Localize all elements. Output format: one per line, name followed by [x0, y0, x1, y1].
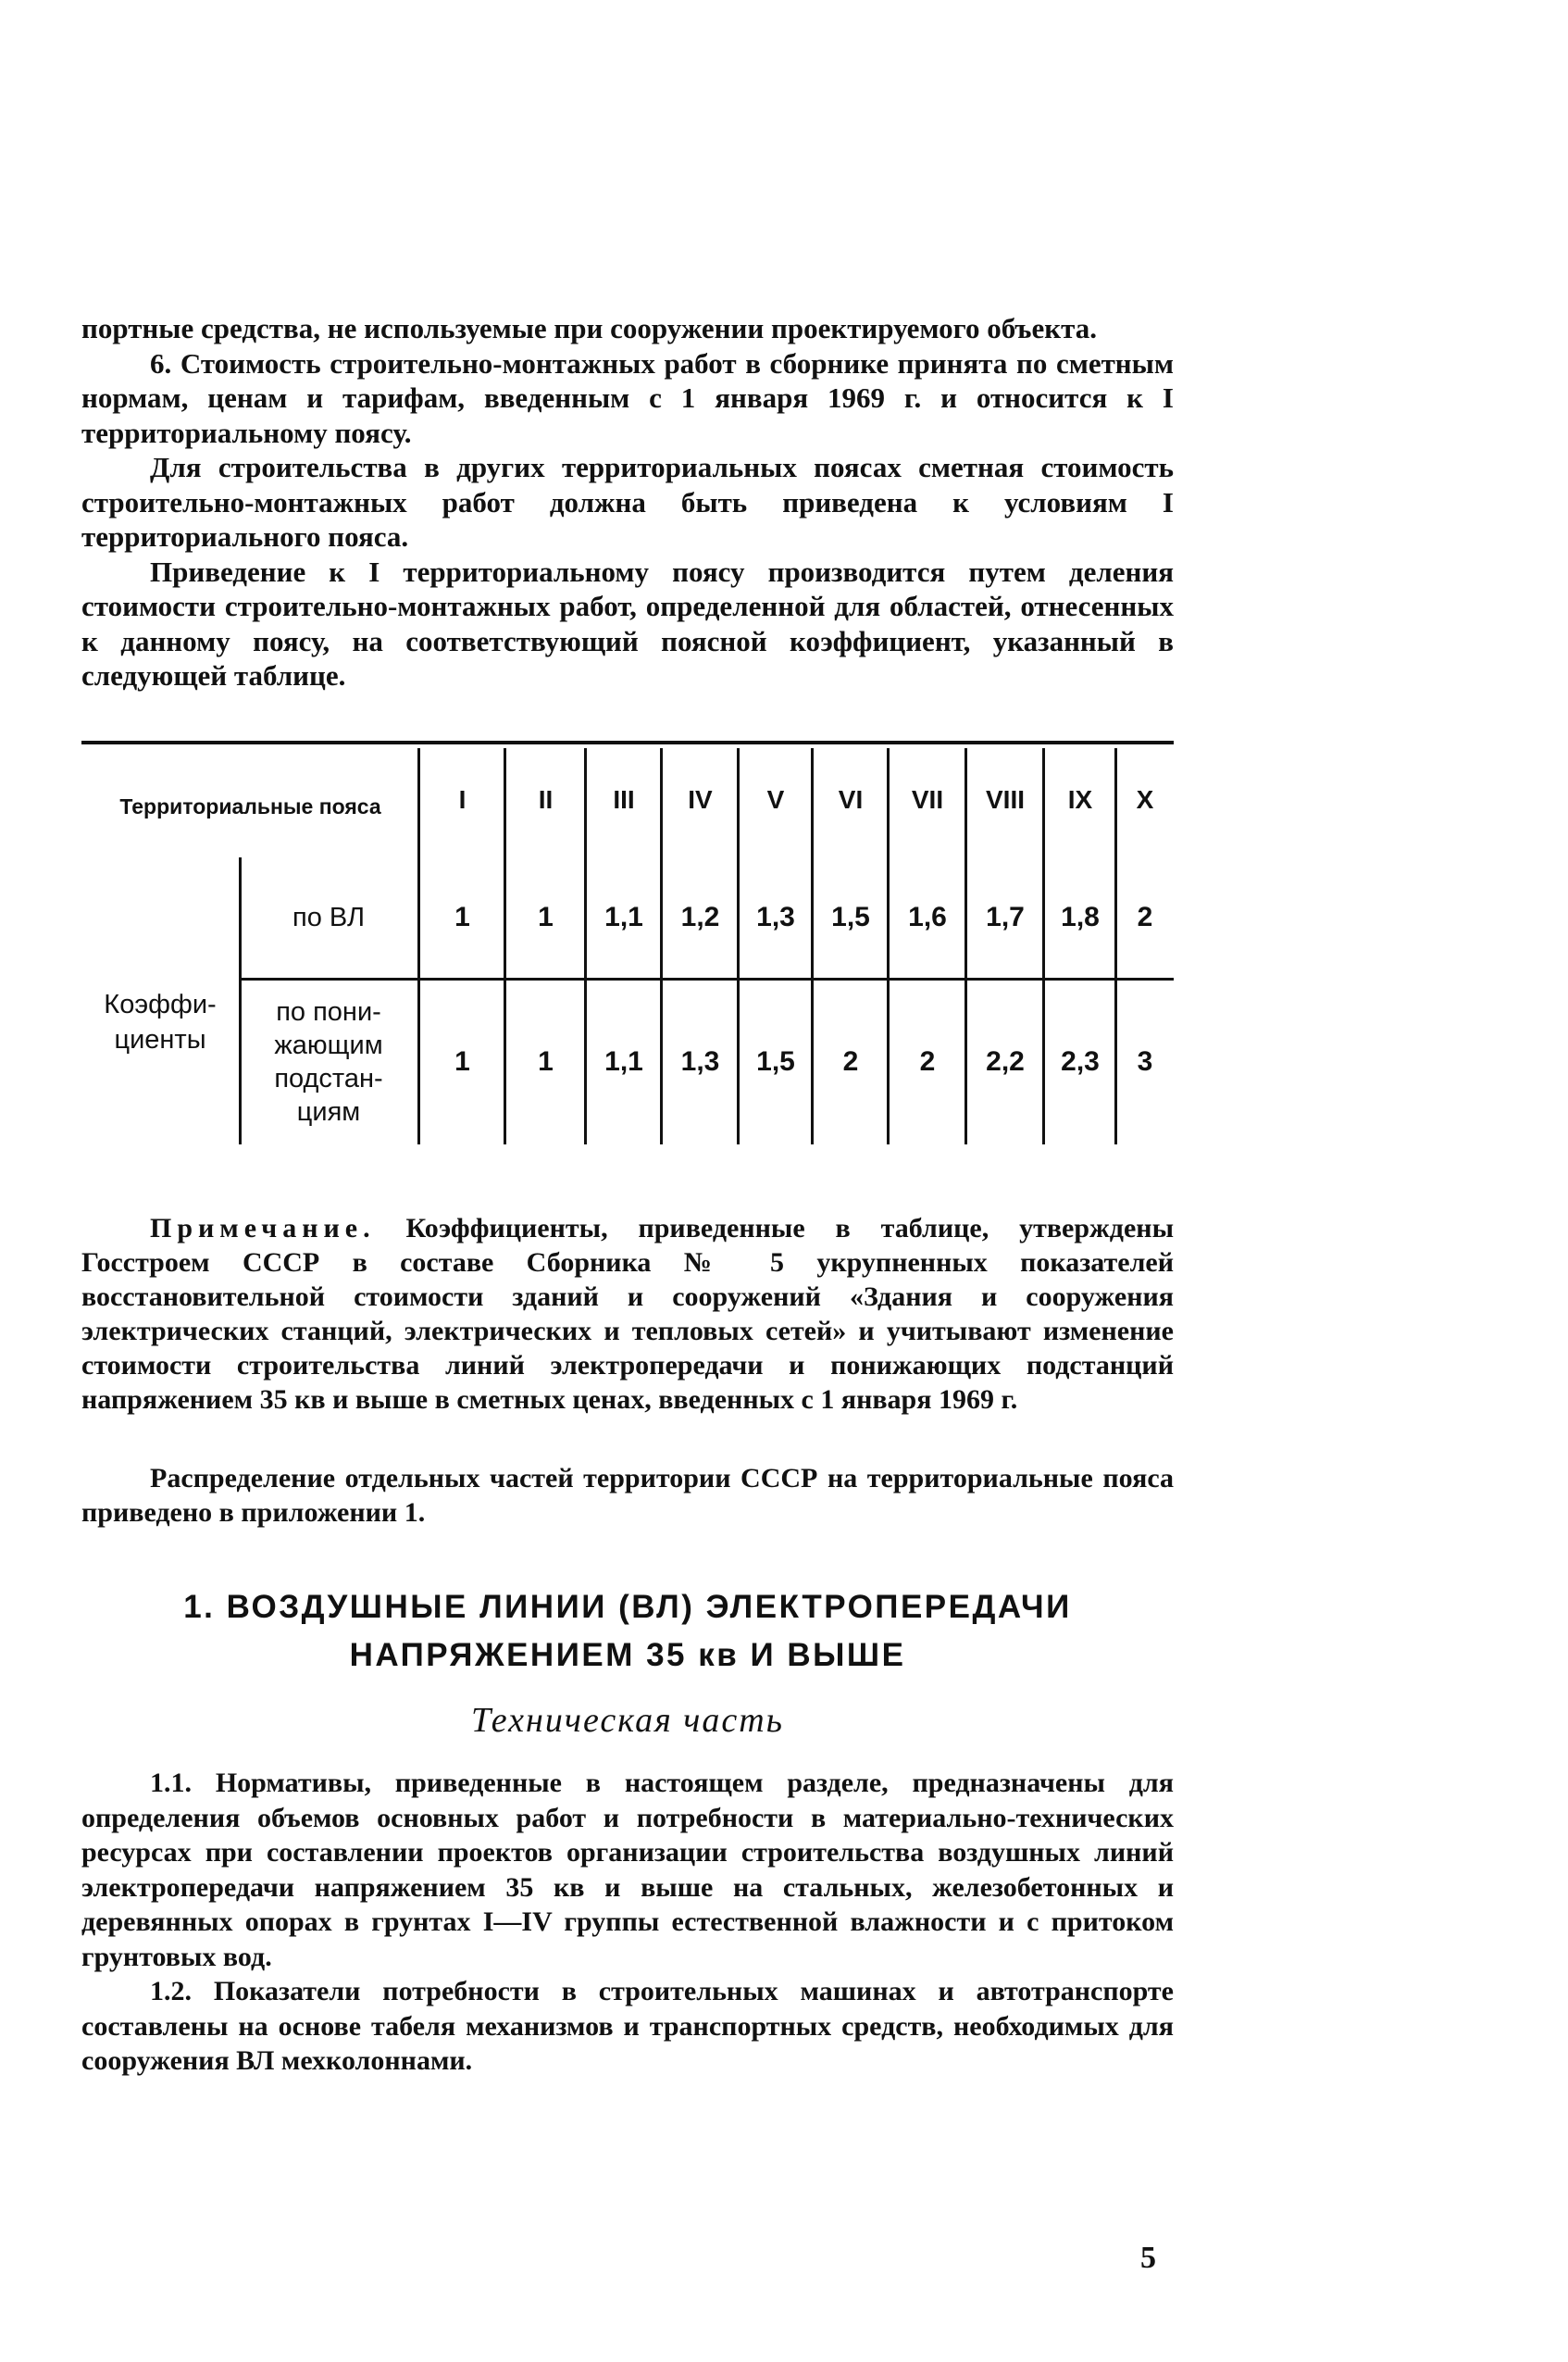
table-cell: 2 — [842, 1046, 859, 1077]
table-cell: 2 — [919, 1046, 936, 1077]
table-header-label: Территориальные пояса — [119, 794, 381, 819]
table-cell: 1,6 — [908, 902, 947, 932]
section-subtitle: Техническая часть — [471, 1701, 784, 1740]
row-label-substations: по пони-жающим подстан-циям — [274, 997, 383, 1127]
table-column-line — [417, 748, 420, 1144]
table-cell: 1 — [454, 902, 470, 932]
note-text — [81, 1211, 1174, 1417]
paragraph-conversion: Приведение к I территориальному поясу производится путем деления стоимости строительно-монтажных работ, определенной для областей, отнесенных к данному поясу, на соответствующий поясной коэффициент, указанный в следующей таблице. — [81, 555, 1174, 692]
table-cell: 1,7 — [986, 902, 1025, 932]
table-column-line — [811, 748, 814, 1144]
table-column-line — [887, 748, 890, 1144]
zone-header-8: VIII — [985, 784, 1025, 814]
table-cell: 2,3 — [1061, 1046, 1100, 1077]
table-divider — [239, 978, 1174, 981]
table-cell: 2 — [1137, 902, 1153, 932]
zone-coefficient-table — [81, 741, 1174, 1146]
table-column-line — [1042, 748, 1045, 1144]
paragraph-6: 6. Стоимость строительно-монтажных работ в сборнике принята по сметным нормам, ценам и тарифам, введенным с 1 января 1969 г. и относится к I территориальному поясу. — [81, 346, 1174, 449]
table-column-line — [737, 748, 740, 1144]
table-divider — [239, 857, 242, 1144]
table-column-line — [660, 748, 663, 1144]
table-cell: 1,8 — [1061, 902, 1100, 932]
coefficients-group-label: Коэффи-циенты — [104, 990, 217, 1055]
table-cell: 1 — [538, 1046, 554, 1077]
zone-header-5: V — [766, 784, 785, 814]
table-cell: 1,5 — [756, 1046, 795, 1077]
section-heading — [81, 1583, 1174, 1680]
zone-header-1: I — [458, 784, 467, 814]
paragraph-other-zones: Для строительства в других территориальных поясах сметная стоимость строительно-монтажных работ должна быть приведена к условиям I территориального пояса. — [81, 451, 1174, 553]
table-column-line — [584, 748, 587, 1144]
table-column-line — [964, 748, 967, 1144]
table-cell: 1,5 — [831, 902, 870, 932]
table-column-line — [1114, 748, 1117, 1144]
distribution-text — [81, 1461, 1174, 1530]
note-body: Коэффициенты, приведенные в таблице, утверждены Госстроем СССР в составе Сборника № 5 укрупненных показателей восстановительной стоимости зданий и сооружений «Здания и сооружения электрических станций, электрических и тепловых сетей» и учитывают изменение стоимости строительства линий электропередачи и понижающих подстанций напряжением 35 кв и выше в сметных ценах, введенных с 1 января 1969 г. — [81, 1213, 1174, 1415]
page-number: 5 — [1140, 2241, 1156, 2275]
intro-text — [81, 311, 1174, 694]
table-cell: 1,1 — [604, 902, 643, 932]
table-cell: 1,2 — [680, 902, 720, 932]
distribution-paragraph: Распределение отдельных частей территории СССР на территориальные пояса приведено в приложении 1. — [81, 1463, 1174, 1528]
section-heading-line-1: 1. ВОЗДУШНЫЕ ЛИНИИ (ВЛ) ЭЛЕКТРОПЕРЕДАЧИ — [183, 1589, 1072, 1625]
zone-header-10: X — [1136, 784, 1154, 814]
table-cell: 1 — [454, 1046, 470, 1077]
row-label-vl: по ВЛ — [292, 903, 365, 932]
paragraph-1-2: 1.2. Показатели потребности в строительных машинах и автотранспорте составлены на основе табеля механизмов и транспортных средств, необходимых для сооружения ВЛ мехколоннами. — [81, 1976, 1174, 2076]
zone-header-4: IV — [688, 784, 713, 814]
technical-part-text — [81, 1766, 1174, 2079]
table-cell: 1,3 — [680, 1046, 720, 1077]
section-heading-line-2: НАПРЯЖЕНИЕМ 35 кв И ВЫШЕ — [349, 1637, 906, 1673]
zone-header-3: III — [613, 784, 635, 814]
zone-header-6: VI — [838, 784, 864, 814]
table-cell: 1,1 — [604, 1046, 643, 1077]
table-cell: 2,2 — [986, 1046, 1025, 1077]
table-cell: 1 — [538, 902, 554, 932]
paragraph-continuation: портные средства, не используемые при сооружении проектируемого объекта. — [81, 312, 1097, 344]
note-label: Примечание. — [150, 1213, 376, 1243]
table-cell: 3 — [1137, 1046, 1153, 1077]
zone-header-9: IX — [1067, 784, 1093, 814]
zone-header-7: VII — [911, 784, 944, 814]
table-cell: 1,3 — [756, 902, 795, 932]
table-column-line — [504, 748, 506, 1144]
paragraph-1-1: 1.1. Нормативы, приведенные в настоящем разделе, предназначены для определения объемов основных работ и потребности в материально-технических ресурсах при составлении проектов организации строительства воздушных линий электропередачи напряжением 35 кв и выше на стальных, железобетонных и деревянных опорах в грунтах I—IV группы естественной влажности и с притоком грунтовых вод. — [81, 1768, 1174, 1972]
zone-header-2: II — [538, 784, 554, 814]
